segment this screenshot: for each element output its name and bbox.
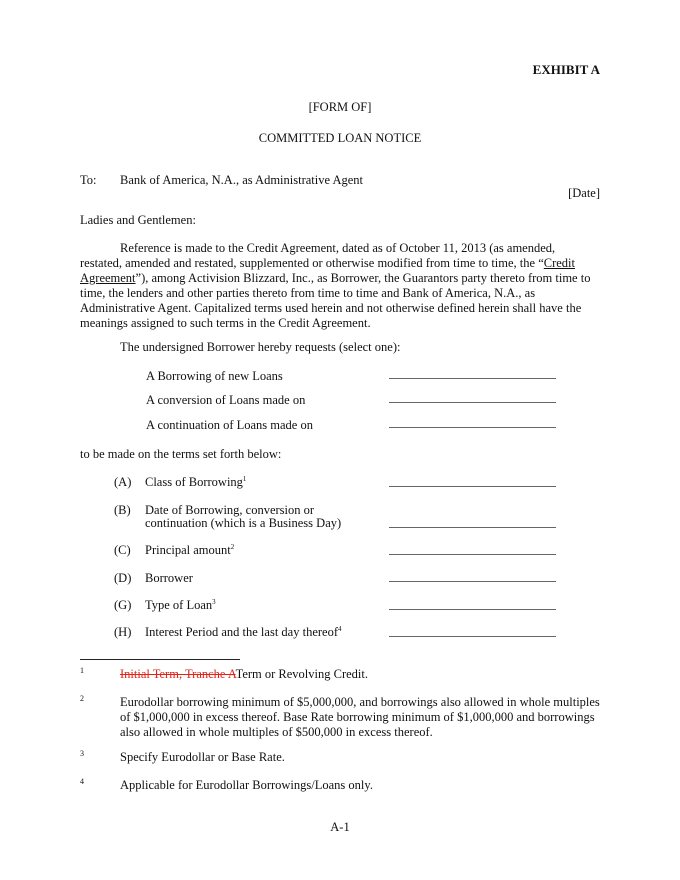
option-continuation-blank[interactable] bbox=[389, 427, 556, 428]
item-interest-period: Interest Period and the last day thereof$^4$ bbox=[145, 624, 342, 639]
footnote-4: Applicable for Eurodollar Borrowings/Loans only. bbox=[120, 778, 373, 792]
option-conversion: A conversion of Loans made on bbox=[146, 393, 306, 407]
footnote-number: 4 bbox=[80, 777, 84, 786]
principal-amount-blank[interactable] bbox=[389, 554, 556, 555]
item-principal-amount: Principal amount$^2$ bbox=[145, 542, 235, 557]
item-letter: (D) bbox=[114, 571, 132, 585]
footnote-ref: 1 bbox=[242, 474, 247, 483]
option-new-loans-blank[interactable] bbox=[389, 378, 556, 379]
date-placeholder: [Date] bbox=[568, 186, 600, 200]
footnote-2: Eurodollar borrowing minimum of $5,000,000, and borrowings also allowed in whole multiples of $1,000,000 in excess thereof. Base Rate borrowing minimum of $1,000,000 and borrowings also allowed in whole multiples of $500,000 in excess thereof. bbox=[120, 695, 600, 739]
item-class-of-borrowing: Class of Borrowing$^1$ bbox=[145, 474, 247, 489]
page-number: A-1 bbox=[330, 820, 350, 834]
footnote-ref: 2 bbox=[230, 542, 235, 551]
intro-paragraph bbox=[80, 241, 600, 331]
class-of-borrowing-blank[interactable] bbox=[389, 486, 556, 487]
intro-part2: ”), among Activision Blizzard, Inc., as Borrower, the Guarantors party thereto from time to time, the lenders and other parties thereto from time to time and Bank of America, N.A., as Administrative Agent. Capitalized terms used herein and not otherwise defined herein shall have the meanings assigned to such terms in the Credit Agreement. bbox=[80, 271, 591, 330]
item-date-of-borrowing-line2: continuation (which is a Business Day) bbox=[145, 516, 342, 530]
footnote-3: Specify Eurodollar or Base Rate. bbox=[120, 750, 285, 764]
document-title: COMMITTED LOAN NOTICE bbox=[258, 131, 422, 145]
item-letter: (G) bbox=[114, 598, 132, 612]
credit-agreement-term: Credit Agreement bbox=[80, 256, 575, 285]
intro-part1: Reference is made to the Credit Agreement, dated as of October 11, 2013 (as amended, restated, amended and restated, supplemented or otherwise modified from time to time, the “ bbox=[80, 241, 556, 270]
borrower-blank[interactable] bbox=[389, 581, 556, 582]
item-borrower: Borrower bbox=[145, 571, 193, 585]
footnote-number: 2 bbox=[80, 694, 84, 703]
exhibit-label: EXHIBIT A bbox=[532, 62, 600, 77]
addressee-name: Bank of America, N.A., as Administrative Agent bbox=[120, 173, 364, 187]
option-new-loans: A Borrowing of new Loans bbox=[146, 369, 283, 383]
footnote-ref: 3 bbox=[212, 597, 216, 606]
item-letter: (A) bbox=[114, 475, 132, 489]
to-label: To: bbox=[80, 173, 97, 187]
footnote-number: 1 bbox=[80, 666, 84, 675]
footnote-number: 3 bbox=[80, 749, 84, 758]
interest-period-blank[interactable] bbox=[389, 636, 556, 637]
item-type-of-loan: Type of Loan$^3$ bbox=[145, 597, 216, 612]
form-of-label: [FORM OF] bbox=[308, 100, 372, 114]
footnote-ref: 4 bbox=[338, 624, 342, 633]
salutation: Ladies and Gentlemen: bbox=[80, 213, 196, 227]
request-text: The undersigned Borrower hereby requests (select one): bbox=[120, 340, 401, 354]
item-date-of-borrowing: Date of Borrowing, conversion or bbox=[145, 503, 315, 517]
struck-text: Initial Term, Tranche A bbox=[120, 667, 236, 681]
footnote-separator bbox=[80, 659, 240, 660]
item-letter: (B) bbox=[114, 503, 131, 517]
item-letter: (H) bbox=[114, 625, 132, 639]
item-letter: (C) bbox=[114, 543, 131, 557]
option-continuation: A continuation of Loans made on bbox=[146, 418, 313, 432]
date-of-borrowing-blank[interactable] bbox=[389, 527, 556, 528]
footnote-1: Initial Term, Tranche ATerm or Revolving Credit. bbox=[120, 667, 368, 681]
terms-lead-text: to be made on the terms set forth below: bbox=[80, 447, 282, 461]
type-of-loan-blank[interactable] bbox=[389, 609, 556, 610]
option-conversion-blank[interactable] bbox=[389, 402, 556, 403]
